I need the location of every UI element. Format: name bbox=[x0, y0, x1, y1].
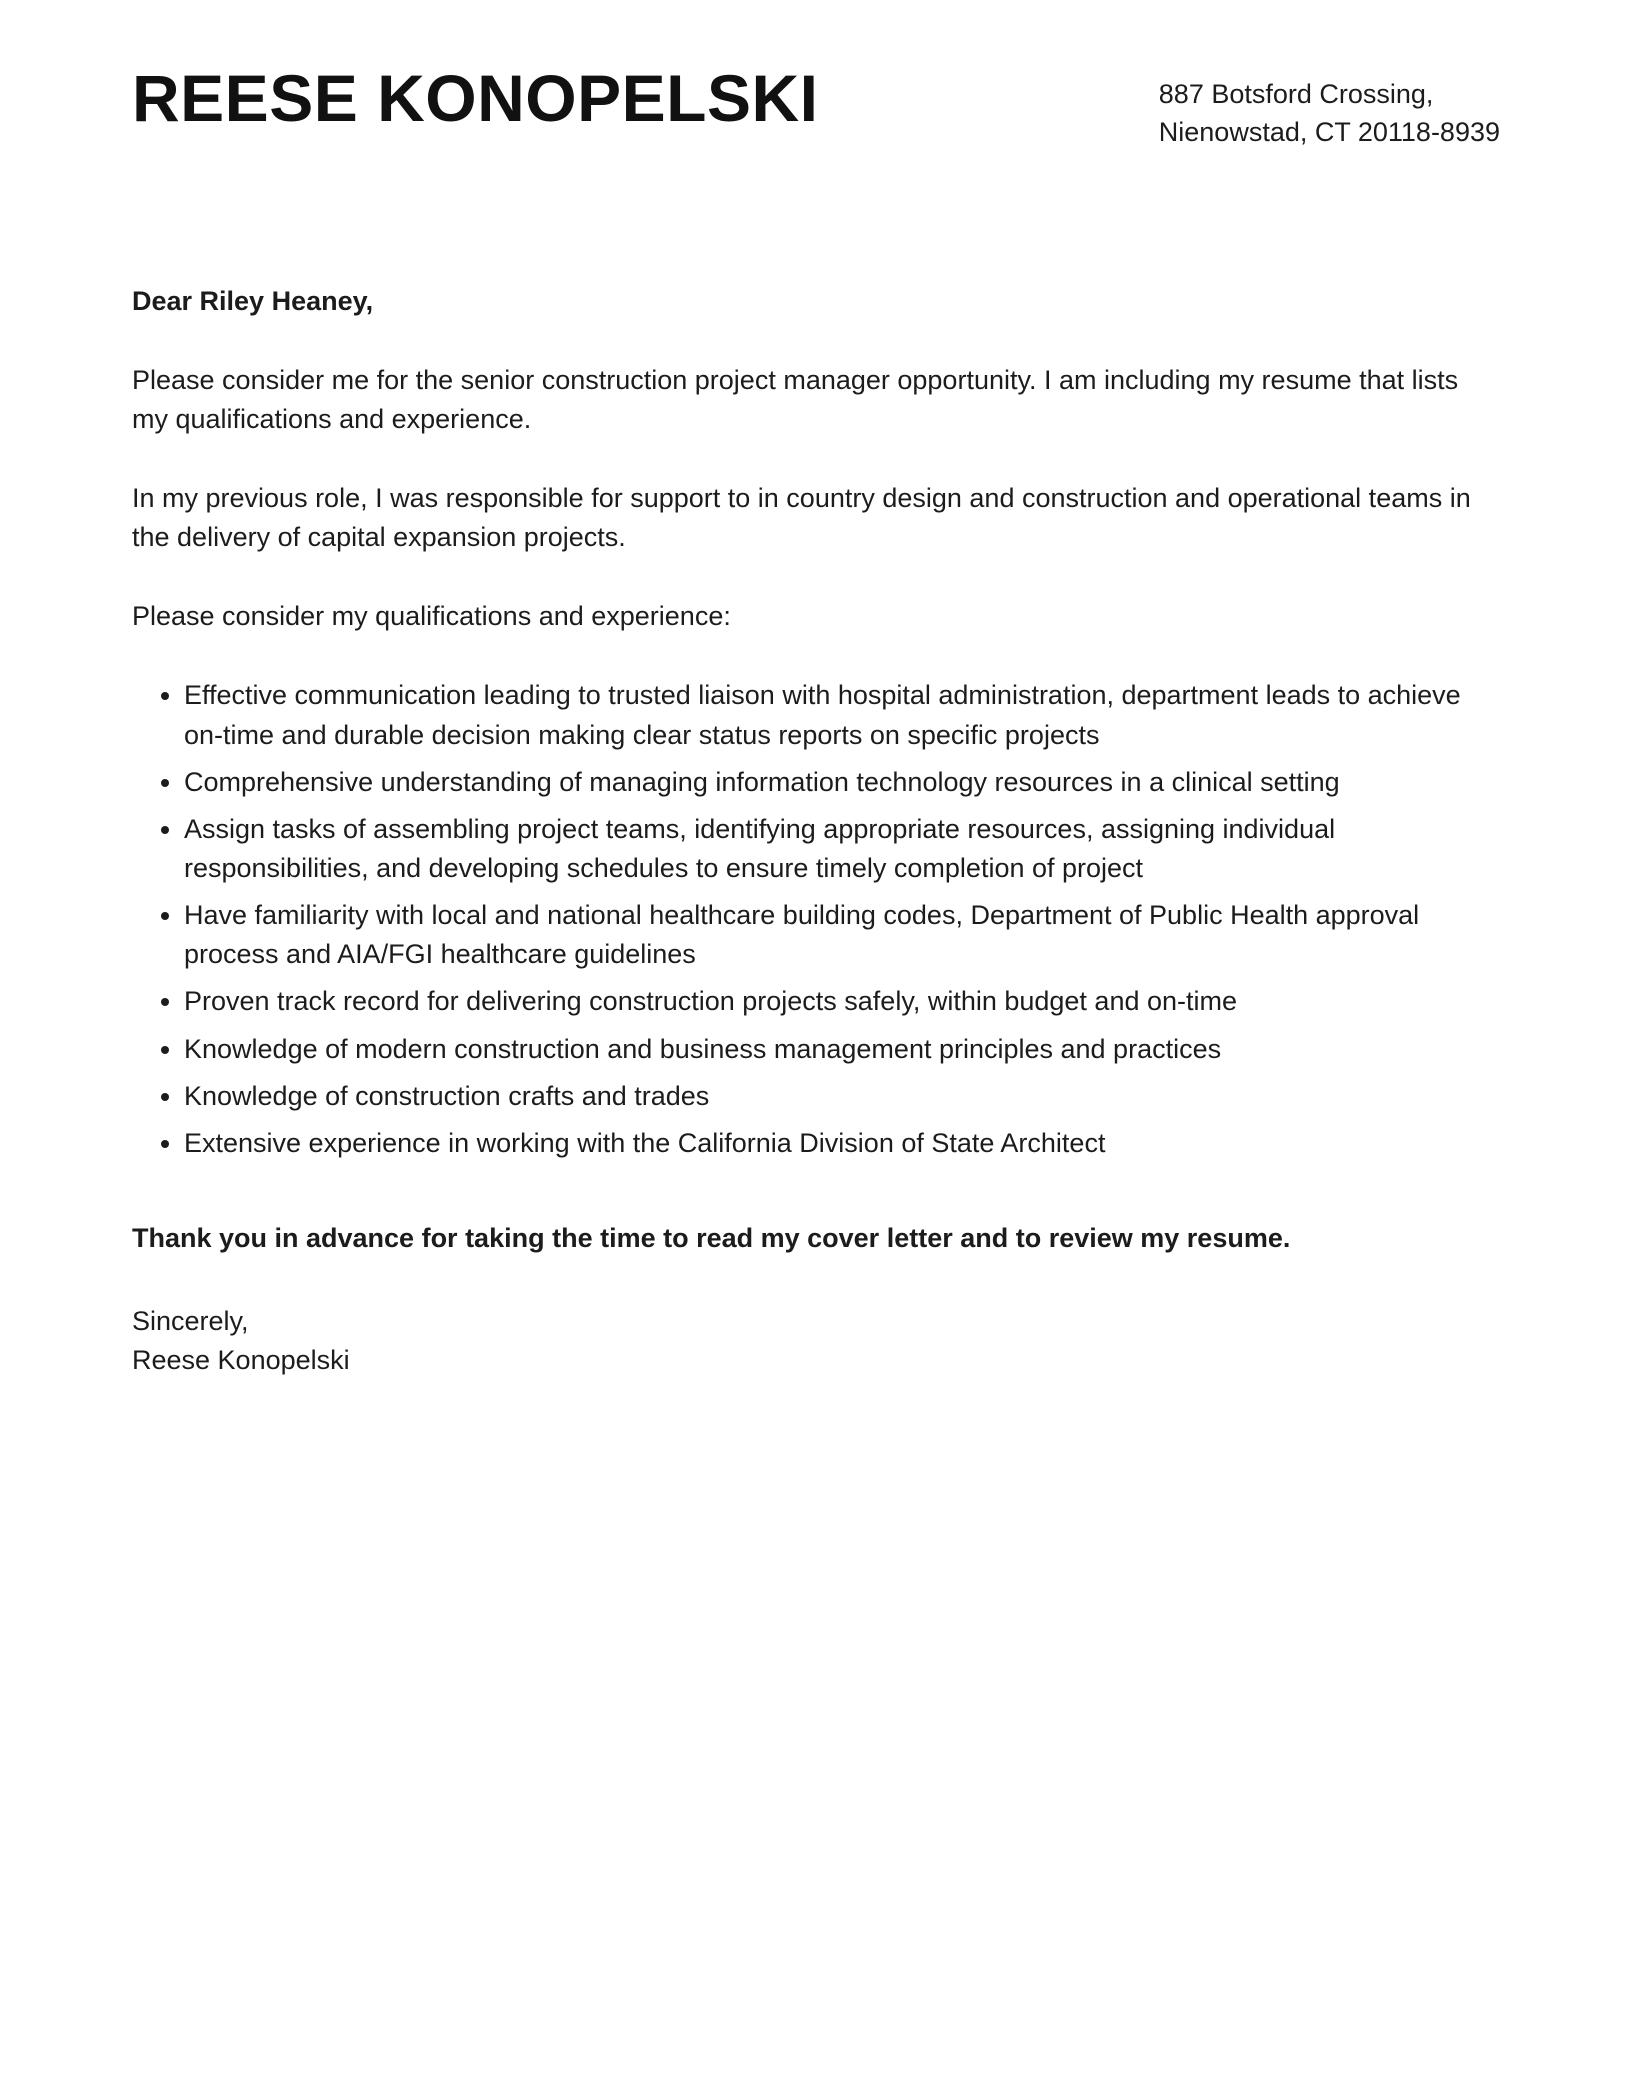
paragraph-previous-role: In my previous role, I was responsible for support to in country design and construction and operational teams in the delivery of capital expansion projects. bbox=[132, 483, 1471, 553]
letter-header bbox=[0, 0, 1632, 152]
salutation: Dear Riley Heaney, bbox=[132, 285, 374, 316]
qualification-item: • Comprehensive understanding of managing information technology resources in a clinical setting bbox=[184, 763, 1500, 802]
qualification-item: • Have familiarity with local and national healthcare building codes, Department of Public Health approval process and AIA/FGI healthcare guidelines bbox=[184, 896, 1500, 974]
sender-name: REESE KONOPELSKI bbox=[132, 61, 819, 135]
sender-address bbox=[1159, 62, 1500, 152]
signoff-name: Reese Konopelski bbox=[132, 1345, 350, 1376]
qualification-item: • Extensive experience in working with the California Division of State Architect bbox=[184, 1124, 1500, 1163]
address-line-2: Nienowstad, CT 20118-8939 bbox=[1158, 116, 1500, 147]
qualification-item: • Effective communication leading to trusted liaison with hospital administration, department leads to achieve on-time and durable decision making clear status reports on specific projects bbox=[184, 676, 1500, 754]
address-line-1: 887 Botsford Crossing, bbox=[1158, 79, 1434, 109]
signoff-word: Sincerely, bbox=[132, 1306, 249, 1337]
signoff-block bbox=[132, 1302, 1500, 1380]
qualification-item: • Knowledge of construction crafts and trades bbox=[184, 1077, 1500, 1116]
qualifications-list bbox=[132, 676, 1500, 1163]
qualification-item: • Proven track record for delivering construction projects safely, within budget and on-time bbox=[184, 982, 1500, 1021]
paragraph-intro: Please consider me for the senior construction project manager opportunity. I am including my resume that lists my qualifications and experience. bbox=[132, 364, 1459, 434]
letter-body bbox=[0, 282, 1632, 1381]
qualification-item: • Assign tasks of assembling project teams, identifying appropriate resources, assigning individual responsibilities, and developing schedules to ensure timely completion of project bbox=[184, 810, 1500, 888]
paragraph-qualifications-lead: Please consider my qualifications and experience: bbox=[132, 601, 731, 632]
closing-thanks: Thank you in advance for taking the time to read my cover letter and to review my resume. bbox=[132, 1222, 1291, 1253]
qualification-item: • Knowledge of modern construction and business management principles and practices bbox=[184, 1030, 1500, 1069]
